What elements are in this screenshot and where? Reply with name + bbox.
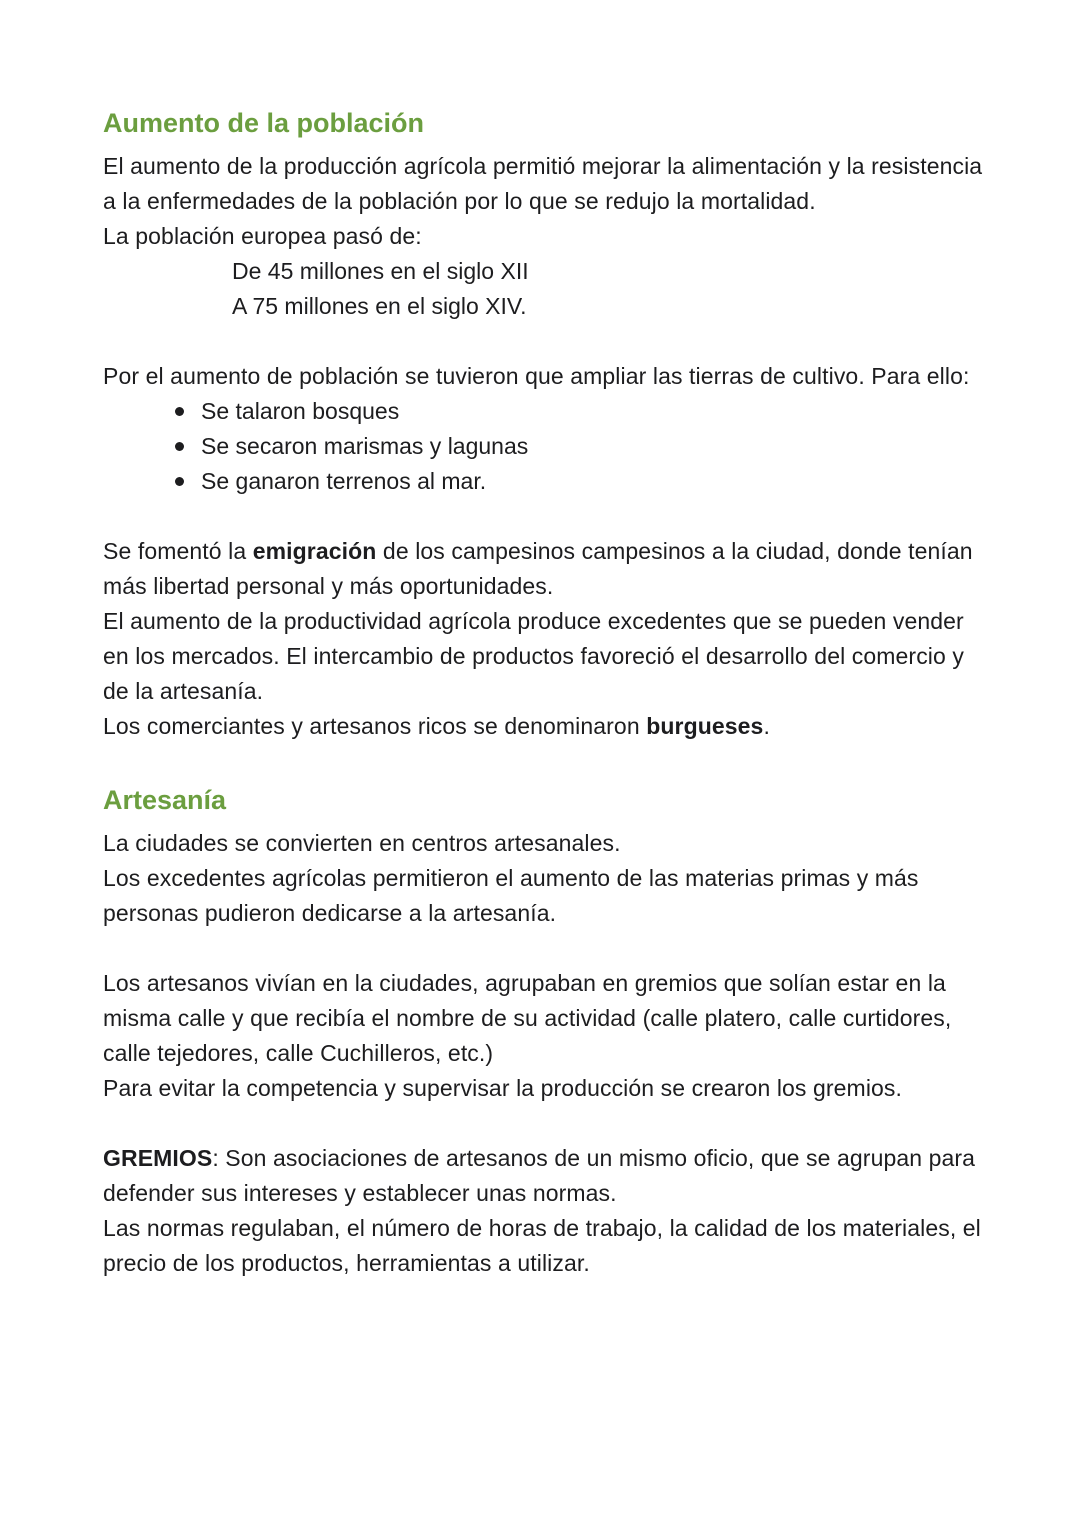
indent-line-45-millones: De 45 millones en el siglo XII (232, 258, 529, 284)
list-item: Se secaron marismas y lagunas (201, 429, 984, 464)
bullet-list-tierras-cultivo (103, 394, 984, 499)
paragraph-gap (103, 931, 984, 966)
text-run: : Son asociaciones de artesanos de un mismo oficio, que se agrupan para defender sus intereses y establecer unas normas. (103, 1145, 976, 1206)
paragraph-gremios-definicion (103, 1141, 984, 1211)
list-item: Se ganaron terrenos al mar. (201, 464, 984, 499)
section-heading-aumento-poblacion: Aumento de la población (103, 108, 425, 138)
paragraph-centros-artesanales: La ciudades se convierten en centros artesanales. (103, 830, 621, 856)
paragraph-gap (103, 324, 984, 359)
paragraph-burgueses (103, 709, 984, 744)
text-run-bold-gremios: GREMIOS (103, 1145, 213, 1171)
text-run-bold-emigracion: emigración (252, 538, 377, 564)
text-run: . (763, 713, 770, 739)
paragraph-excedentes: El aumento de la productividad agrícola produce excedentes que se pueden vender en los mercados. El intercambio de productos favoreció el desarrollo del comercio y de la artesanía. (103, 608, 964, 704)
paragraph-artesanos-ciudades: Los artesanos vivían en la ciudades, agrupaban en gremios que solían estar en la misma calle y que recibía el nombre de su actividad (calle platero, calle curtidores, calle tejedores, calle Cuchilleros, etc.) (103, 970, 952, 1066)
paragraph-poblacion-europea: La población europea pasó de: (103, 223, 422, 249)
text-run: Se fomentó la (103, 538, 253, 564)
text-run: de los campesinos campesinos a la ciudad, donde tenían más libertad personal y más oportunidades. (103, 538, 973, 599)
list-item: Se talaron bosques (201, 394, 984, 429)
paragraph-ampliar-tierras: Por el aumento de población se tuvieron que ampliar las tierras de cultivo. Para ello: (103, 363, 970, 389)
paragraph-gap (103, 499, 984, 534)
indent-line-75-millones: A 75 millones en el siglo XIV. (232, 293, 527, 319)
section-artesania (103, 783, 984, 1281)
paragraph-produccion-agricola: El aumento de la producción agrícola permitió mejorar la alimentación y la resistencia a la enfermedades de la población por lo que se redujo la mortalidad. (103, 153, 983, 214)
text-run-bold-burgueses: burgueses (646, 713, 764, 739)
section-aumento-poblacion (103, 106, 984, 744)
paragraph-normas: Las normas regulaban, el número de horas de trabajo, la calidad de los materiales, el precio de los productos, herramientas a utilizar. (103, 1215, 981, 1276)
paragraph-evitar-competencia: Para evitar la competencia y supervisar la producción se crearon los gremios. (103, 1075, 903, 1101)
section-heading-artesania: Artesanía (103, 785, 227, 815)
paragraph-emigracion (103, 534, 984, 604)
paragraph-materias-primas: Los excedentes agrícolas permitieron el aumento de las materias primas y más personas pudieron dedicarse a la artesanía. (103, 865, 919, 926)
paragraph-gap (103, 1106, 984, 1141)
text-run: Los comerciantes y artesanos ricos se denominaron (103, 713, 647, 739)
